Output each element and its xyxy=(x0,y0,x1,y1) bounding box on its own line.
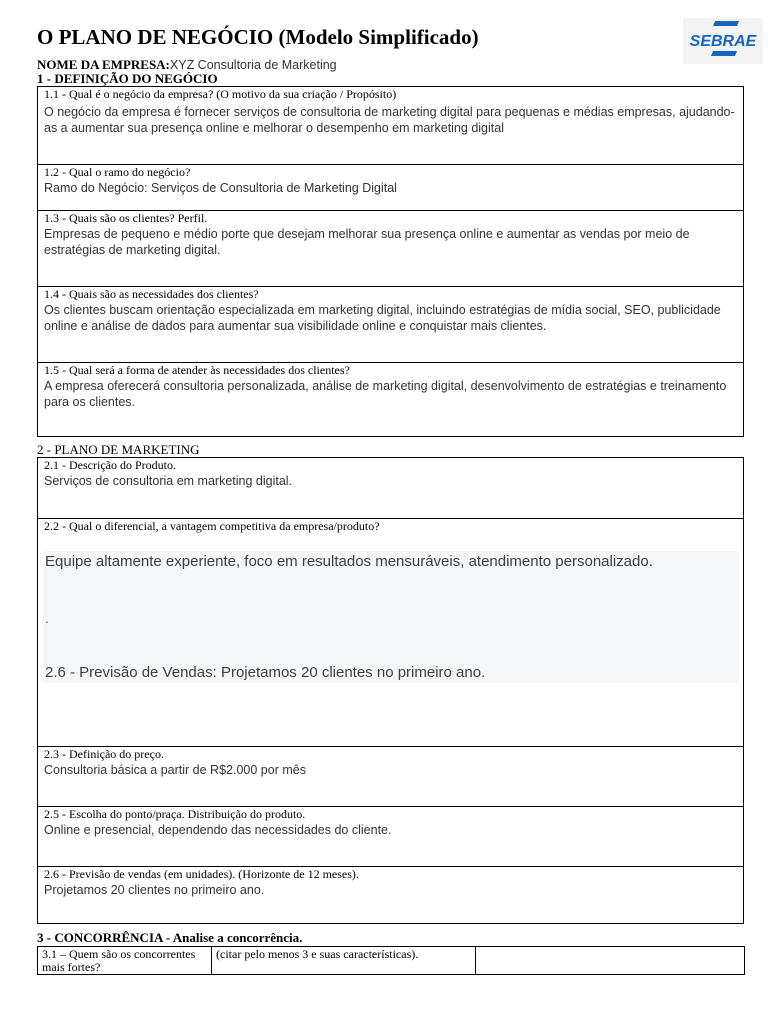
competitors-question-cell: 3.1 – Quem são os concorrentes mais fortes? xyxy=(38,947,212,974)
q2-3-answer[interactable]: Consultoria básica a partir de R$2.000 por mês xyxy=(44,763,306,777)
q1-4-row xyxy=(38,286,743,362)
q2-1-answer[interactable]: Serviços de consultoria em marketing digital. xyxy=(44,474,293,488)
q1-4-question: 1.4 - Quais são as necessidades dos clientes? xyxy=(44,287,259,301)
section2-heading: 2 - PLANO DE MARKETING xyxy=(37,442,200,457)
section3-heading: 3 - CONCORRÊNCIA - Analise a concorrência. xyxy=(37,930,303,945)
q1-5-answer-line1[interactable]: A empresa oferecerá consultoria personalizada, análise de marketing digital, desenvolvimento de estratégias e treinamento xyxy=(44,379,727,393)
q1-4-answer-line2[interactable]: online e análise de dados para aumentar sua visibilidade online e conquistar mais clientes. xyxy=(44,319,547,333)
q2-6-answer[interactable]: Projetamos 20 clientes no primeiro ano. xyxy=(44,883,265,897)
q2-2-row xyxy=(38,518,743,746)
q1-1-question: 1.1 - Qual é o negócio da empresa? (O motivo da sua criação / Propósito) xyxy=(44,87,397,101)
q1-3-row xyxy=(38,210,743,286)
q2-3-row xyxy=(38,746,743,806)
q2-5-answer[interactable]: Online e presencial, dependendo das necessidades do cliente. xyxy=(44,823,392,837)
competition-table xyxy=(37,946,745,975)
q1-1-answer-line2[interactable]: as a aumentar sua presença online e melhorar o desempenho em marketing digital xyxy=(44,121,504,135)
q2-3-question: 2.3 - Definição do preço. xyxy=(44,747,164,761)
q1-5-question: 1.5 - Qual será a forma de atender às necessidades dos clientes? xyxy=(44,363,350,377)
q2-1-row xyxy=(38,458,743,518)
q2-6-question: 2.6 - Previsão de vendas (em unidades). (Horizonte de 12 meses). xyxy=(44,867,359,881)
section1-heading: 1 - DEFINIÇÃO DO NEGÓCIO xyxy=(37,71,218,86)
q2-5-row xyxy=(38,806,743,866)
company-label: NOME DA EMPRESA: xyxy=(37,57,170,72)
competitors-answer-cell[interactable] xyxy=(476,947,744,974)
q1-1-answer-line1[interactable]: O negócio da empresa é fornecer serviços de consultoria de marketing digital para pequenas e médias empresas, ajudando- xyxy=(44,105,735,119)
q2-2-answer-dot: . xyxy=(45,611,49,626)
q1-2-question: 1.2 - Qual o ramo do negócio? xyxy=(44,165,191,179)
q1-2-answer[interactable]: Ramo do Negócio: Serviços de Consultoria de Marketing Digital xyxy=(44,181,397,195)
logo-text: SEBRAE xyxy=(689,33,757,50)
q1-5-row xyxy=(38,362,743,437)
q2-5-question: 2.5 - Escolha do ponto/praça. Distribuição do produto. xyxy=(44,807,306,821)
q1-3-answer-line2[interactable]: estratégias de marketing digital. xyxy=(44,243,221,257)
page-title: O PLANO DE NEGÓCIO (Modelo Simplificado) xyxy=(37,25,479,49)
company-value: XYZ Consultoria de Marketing xyxy=(169,58,337,72)
q2-1-question: 2.1 - Descrição do Produto. xyxy=(44,458,176,472)
q2-2-question: 2.2 - Qual o diferencial, a vantagem competitiva da empresa/produto? xyxy=(44,519,380,533)
q1-3-answer-line1[interactable]: Empresas de pequeno e médio porte que desejam melhorar sua presença online e aumentar as vendas por meio de xyxy=(44,227,690,241)
q2-2-answer-line2: 2.6 - Previsão de Vendas: Projetamos 20 clientes no primeiro ano. xyxy=(45,664,486,681)
section2-table xyxy=(37,457,744,924)
section1-table xyxy=(37,86,744,437)
q1-3-question: 1.3 - Quais são os clientes? Perfil. xyxy=(44,211,208,225)
q1-2-row xyxy=(38,164,743,210)
q1-4-answer-line1[interactable]: Os clientes buscam orientação especializada em marketing digital, incluindo estratégias de mídia social, SEO, publicidade xyxy=(44,303,721,317)
q2-6-row xyxy=(38,866,743,924)
sebrae-logo xyxy=(683,18,763,64)
q2-2-answer-block[interactable] xyxy=(43,551,738,683)
q1-5-answer-line2[interactable]: para os clientes. xyxy=(44,395,136,409)
q2-2-answer-line1: Equipe altamente experiente, foco em resultados mensuráveis, atendimento personalizado. xyxy=(45,553,653,570)
competitors-instruction-cell: (citar pelo menos 3 e suas características). xyxy=(212,947,476,974)
q1-1-row xyxy=(38,87,743,164)
